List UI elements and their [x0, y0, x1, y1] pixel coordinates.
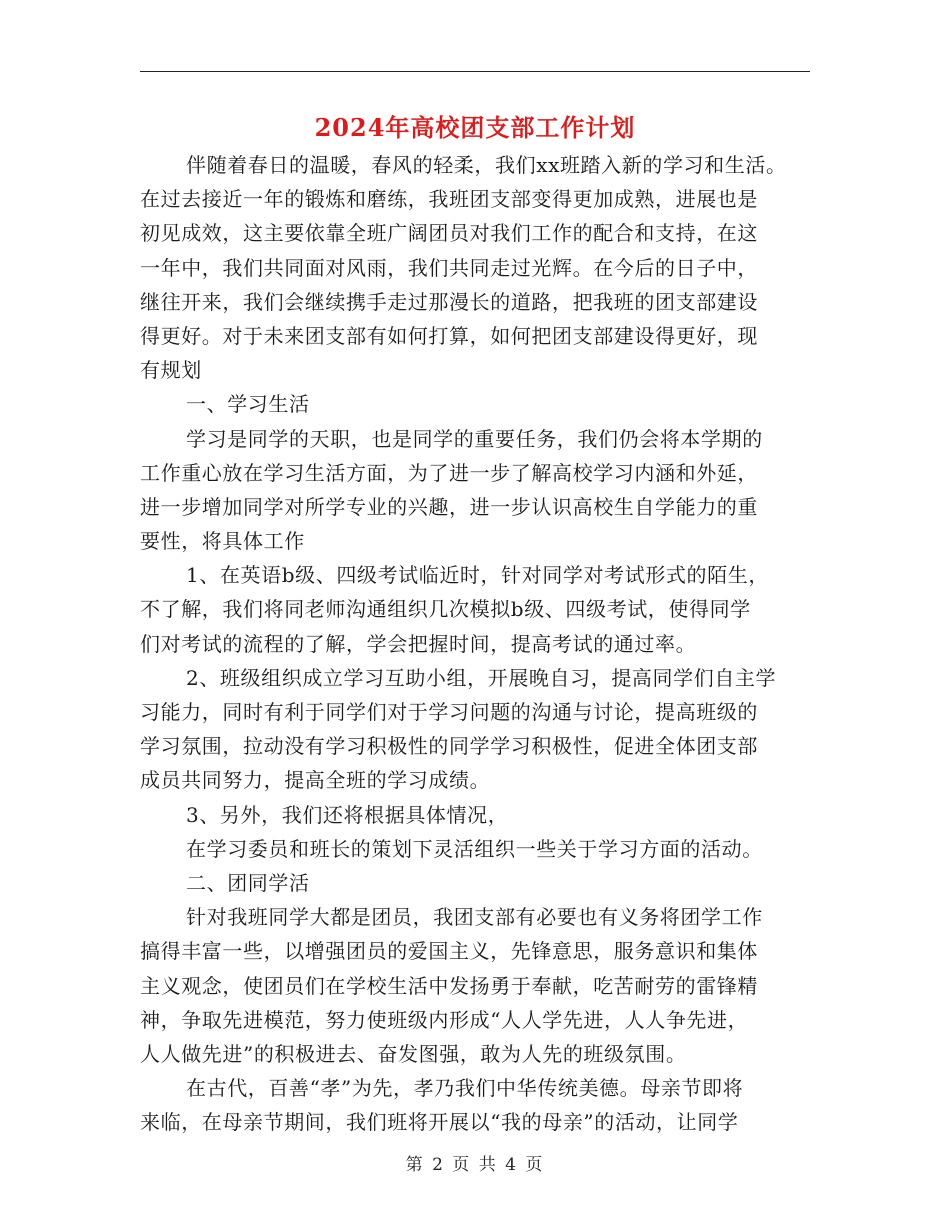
body-text-line: 1、在英语b级、四级考试临近时，针对同学对考试形式的陌生，: [186, 563, 769, 588]
body-text-line: 在学习委员和班长的策划下灵活组织一些关于学习方面的活动。: [186, 836, 763, 861]
body-text-line: 搞得丰富一些，以增强团员的爱国主义，先锋意思，服务意识和集体: [140, 939, 758, 964]
body-text-line: 针对我班同学大都是团员，我团支部有必要也有义务将团学工作: [186, 905, 763, 930]
body-text-line: 们对考试的流程的了解，学会把握时间，提高考试的通过率。: [140, 631, 697, 656]
body-text-line: 主义观念，使团员们在学校生活中发扬勇于奉献，吃苦耐劳的雷锋精: [140, 973, 758, 998]
body-text-line: 一、学习生活: [186, 392, 310, 417]
body-text-line: 工作重心放在学习生活方面，为了进一步了解高校学习内涵和外延，: [140, 460, 758, 485]
body-text-line: 在过去接近一年的锻炼和磨练，我班团支部变得更加成熟，进展也是: [140, 187, 758, 212]
page-number-footer: 第 2 页 共 4 页: [405, 1155, 545, 1175]
body-text-line: 伴随着春日的温暖，春风的轻柔，我们xx班踏入新的学习和生活。: [186, 153, 787, 177]
body-text-line: 有规划: [140, 358, 202, 383]
body-text-line: 人人做先进”的积极进去、奋发图强，敢为人先的班级氛围。: [140, 1041, 687, 1066]
body-text-line: 学习氛围，拉动没有学习积极性的同学学习积极性，促进全体团支部: [140, 734, 758, 759]
body-text-line: 2、班级组织成立学习互助小组，开展晚自习，提高同学们自主学: [186, 665, 777, 690]
body-text-line: 不了解，我们将同老师沟通组织几次模拟b级、四级考试，使得同学: [140, 597, 751, 622]
body-text-line: 3、另外，我们还将根据具体情况，: [186, 802, 509, 827]
body-text-line: 初见成效，这主要依靠全班广阔团员对我们工作的配合和支持，在这: [140, 221, 758, 246]
document-title: 2024年高校团支部工作计划: [314, 113, 636, 142]
body-text-line: 二、团同学活: [186, 870, 310, 895]
body-text-line: 在古代，百善“孝”为先，孝乃我们中华传统美德。母亲节即将: [186, 1076, 744, 1101]
body-text-line: 进一步增加同学对所学专业的兴趣，进一步认识高校生自学能力的重: [140, 494, 758, 519]
body-text-line: 一年中，我们共同面对风雨，我们共同走过光辉。在今后的日子中，: [140, 255, 758, 280]
body-text-line: 学习是同学的天职，也是同学的重要任务，我们仍会将本学期的: [186, 426, 763, 451]
body-text-line: 神，争取先进模范，努力使班级内形成“人人学先进，人人争先进，: [140, 1007, 749, 1032]
header-rule: [140, 71, 810, 72]
body-text-line: 来临，在母亲节期间，我们班将开展以“我的母亲”的活动，让同学: [140, 1110, 739, 1135]
body-text-line: 习能力，同时有利于同学们对于学习问题的沟通与讨论，提高班级的: [140, 700, 758, 724]
body-text-line: 继往开来，我们会继续携手走过那漫长的道路，把我班的团支部建设: [140, 289, 758, 314]
document-body: [140, 148, 820, 1139]
body-text-line: 要性，将具体工作: [140, 529, 305, 554]
body-text-line: 成员共同努力，提高全班的学习成绩。: [140, 768, 491, 793]
body-text-line: 得更好。对于未来团支部有如何打算，如何把团支部建设得更好，现: [140, 323, 758, 348]
